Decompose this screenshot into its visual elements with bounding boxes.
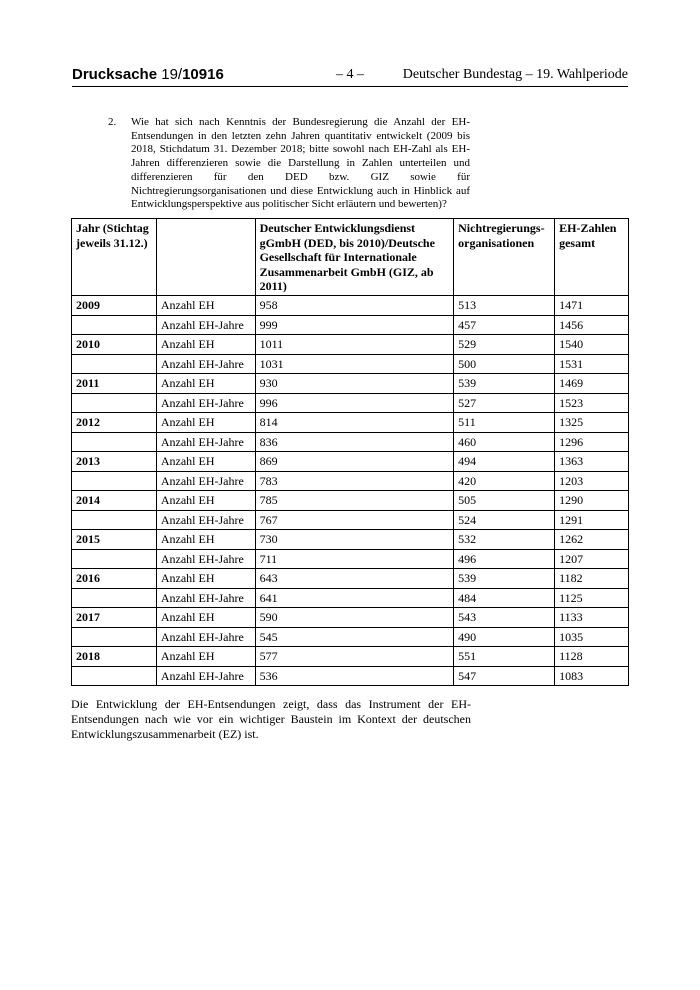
cell-ded-giz: 1031	[255, 354, 454, 374]
cell-year	[72, 393, 157, 413]
cell-total: 1531	[555, 354, 629, 374]
cell-total: 1523	[555, 393, 629, 413]
cell-type: Anzahl EH-Jahre	[156, 471, 255, 491]
cell-year	[72, 354, 157, 374]
cell-ded-giz: 836	[255, 432, 454, 452]
cell-ngo: 539	[454, 374, 555, 394]
cell-total: 1083	[555, 666, 629, 686]
cell-year	[72, 627, 157, 647]
question-number: 2.	[108, 116, 117, 128]
cell-year: 2010	[72, 335, 157, 355]
cell-ded-giz: 958	[255, 296, 454, 316]
cell-year	[72, 471, 157, 491]
conclusion-text: Die Entwicklung der EH-Entsendungen zeigt, dass das Instrument der EH-Entsendungen nach wie vor ein wichtiger Baustein im Kontext der deutschen Entwicklungszusammenarbeit (EZ) ist.	[71, 697, 471, 741]
cell-ded-giz: 730	[255, 530, 454, 550]
cell-total: 1296	[555, 432, 629, 452]
table-header-row	[72, 219, 629, 296]
cell-ngo: 484	[454, 588, 555, 608]
header-total: EH-Zahlen gesamt	[555, 219, 629, 296]
cell-total: 1207	[555, 549, 629, 569]
cell-ded-giz: 814	[255, 413, 454, 433]
cell-total: 1125	[555, 588, 629, 608]
publisher: Deutscher Bundestag – 19. Wahlperiode	[402, 67, 628, 82]
cell-type: Anzahl EH-Jahre	[156, 627, 255, 647]
cell-ngo: 524	[454, 510, 555, 530]
cell-ngo: 420	[454, 471, 555, 491]
cell-ngo: 457	[454, 315, 555, 335]
header-type	[156, 219, 255, 296]
cell-ngo: 511	[454, 413, 555, 433]
cell-year: 2018	[72, 647, 157, 667]
cell-total: 1182	[555, 569, 629, 589]
cell-ngo: 547	[454, 666, 555, 686]
cell-type: Anzahl EH-Jahre	[156, 588, 255, 608]
cell-total: 1291	[555, 510, 629, 530]
cell-ded-giz: 641	[255, 588, 454, 608]
cell-ngo: 539	[454, 569, 555, 589]
doc-number-value: 10916	[182, 66, 224, 83]
cell-year: 2016	[72, 569, 157, 589]
cell-type: Anzahl EH	[156, 413, 255, 433]
cell-total: 1290	[555, 491, 629, 511]
header-ngo: Nichtregierungs- organisationen	[454, 219, 555, 296]
cell-ngo: 527	[454, 393, 555, 413]
table-row	[72, 354, 629, 374]
cell-year: 2015	[72, 530, 157, 550]
cell-year	[72, 588, 157, 608]
cell-type: Anzahl EH	[156, 491, 255, 511]
cell-ded-giz: 590	[255, 608, 454, 628]
cell-type: Anzahl EH-Jahre	[156, 666, 255, 686]
cell-type: Anzahl EH	[156, 452, 255, 472]
cell-type: Anzahl EH-Jahre	[156, 432, 255, 452]
cell-ngo: 490	[454, 627, 555, 647]
header-year: Jahr (Stichtag jeweils 31.12.)	[72, 219, 157, 296]
table-row	[72, 569, 629, 589]
cell-year	[72, 432, 157, 452]
cell-type: Anzahl EH	[156, 374, 255, 394]
cell-total: 1203	[555, 471, 629, 491]
cell-type: Anzahl EH-Jahre	[156, 549, 255, 569]
cell-ngo: 513	[454, 296, 555, 316]
cell-total: 1469	[555, 374, 629, 394]
cell-ngo: 494	[454, 452, 555, 472]
cell-ded-giz: 1011	[255, 335, 454, 355]
page-header	[72, 66, 628, 87]
question-text: Wie hat sich nach Kenntnis der Bundesregierung die Anzahl der EH-Entsendungen in den letzten zehn Jahren quantitativ entwickelt (2009 bis 2018, Stichdatum 31. Dezember 2018; bitte sowohl nach EH-Zahl als EH-Jahren differenzieren sowie die Darstellung in Zahlen unterteilen und differenzieren für den DED bzw. GIZ sowie für Nichtregierungsorganisationen und diese Entwicklung auch in Hinblick auf Entwicklungsperspektive aus politischer Sicht erläutern und bewerten)?	[131, 116, 470, 211]
table-row	[72, 549, 629, 569]
cell-ngo: 500	[454, 354, 555, 374]
cell-ded-giz: 643	[255, 569, 454, 589]
table-row	[72, 413, 629, 433]
doc-number-prefix: 19/	[161, 66, 183, 83]
cell-year	[72, 510, 157, 530]
cell-ded-giz: 711	[255, 549, 454, 569]
cell-ngo: 460	[454, 432, 555, 452]
header-ded-giz: Deutscher Entwicklungsdienst gGmbH (DED, bis 2010)/Deutsche Gesellschaft für Internationale Zusammenarbeit GmbH (GIZ, ab 2011)	[255, 219, 454, 296]
cell-total: 1456	[555, 315, 629, 335]
cell-ded-giz: 536	[255, 666, 454, 686]
cell-year: 2012	[72, 413, 157, 433]
table-row	[72, 335, 629, 355]
cell-ngo: 529	[454, 335, 555, 355]
cell-total: 1262	[555, 530, 629, 550]
table-row	[72, 374, 629, 394]
cell-type: Anzahl EH-Jahre	[156, 315, 255, 335]
cell-type: Anzahl EH-Jahre	[156, 393, 255, 413]
doc-label: Drucksache	[72, 66, 158, 83]
table-row	[72, 296, 629, 316]
cell-year	[72, 666, 157, 686]
cell-year: 2009	[72, 296, 157, 316]
page-number: – 4 –	[336, 67, 364, 82]
cell-type: Anzahl EH-Jahre	[156, 354, 255, 374]
cell-total: 1540	[555, 335, 629, 355]
cell-type: Anzahl EH	[156, 569, 255, 589]
cell-ded-giz: 869	[255, 452, 454, 472]
cell-ngo: 543	[454, 608, 555, 628]
cell-ngo: 551	[454, 647, 555, 667]
table-row	[72, 608, 629, 628]
cell-year: 2014	[72, 491, 157, 511]
cell-year: 2017	[72, 608, 157, 628]
table-row	[72, 452, 629, 472]
table-body	[72, 296, 629, 686]
table-row	[72, 393, 629, 413]
table-row	[72, 432, 629, 452]
table-row	[72, 510, 629, 530]
table-row	[72, 588, 629, 608]
cell-type: Anzahl EH	[156, 647, 255, 667]
cell-ded-giz: 996	[255, 393, 454, 413]
table-row	[72, 666, 629, 686]
table-row	[72, 647, 629, 667]
table-row	[72, 530, 629, 550]
cell-total: 1325	[555, 413, 629, 433]
question-block	[108, 116, 470, 212]
cell-year	[72, 315, 157, 335]
table-row	[72, 491, 629, 511]
cell-ded-giz: 577	[255, 647, 454, 667]
cell-total: 1035	[555, 627, 629, 647]
cell-type: Anzahl EH	[156, 530, 255, 550]
cell-total: 1133	[555, 608, 629, 628]
table-row	[72, 627, 629, 647]
cell-total: 1128	[555, 647, 629, 667]
cell-type: Anzahl EH	[156, 335, 255, 355]
cell-year	[72, 549, 157, 569]
cell-ngo: 532	[454, 530, 555, 550]
cell-ded-giz: 999	[255, 315, 454, 335]
cell-ngo: 505	[454, 491, 555, 511]
cell-ded-giz: 545	[255, 627, 454, 647]
cell-ded-giz: 785	[255, 491, 454, 511]
table-row	[72, 315, 629, 335]
cell-total: 1363	[555, 452, 629, 472]
cell-year: 2013	[72, 452, 157, 472]
cell-type: Anzahl EH-Jahre	[156, 510, 255, 530]
cell-ded-giz: 783	[255, 471, 454, 491]
data-table	[71, 218, 629, 686]
table-row	[72, 471, 629, 491]
cell-ded-giz: 767	[255, 510, 454, 530]
cell-total: 1471	[555, 296, 629, 316]
cell-year: 2011	[72, 374, 157, 394]
cell-ngo: 496	[454, 549, 555, 569]
cell-type: Anzahl EH	[156, 296, 255, 316]
cell-ded-giz: 930	[255, 374, 454, 394]
cell-type: Anzahl EH	[156, 608, 255, 628]
